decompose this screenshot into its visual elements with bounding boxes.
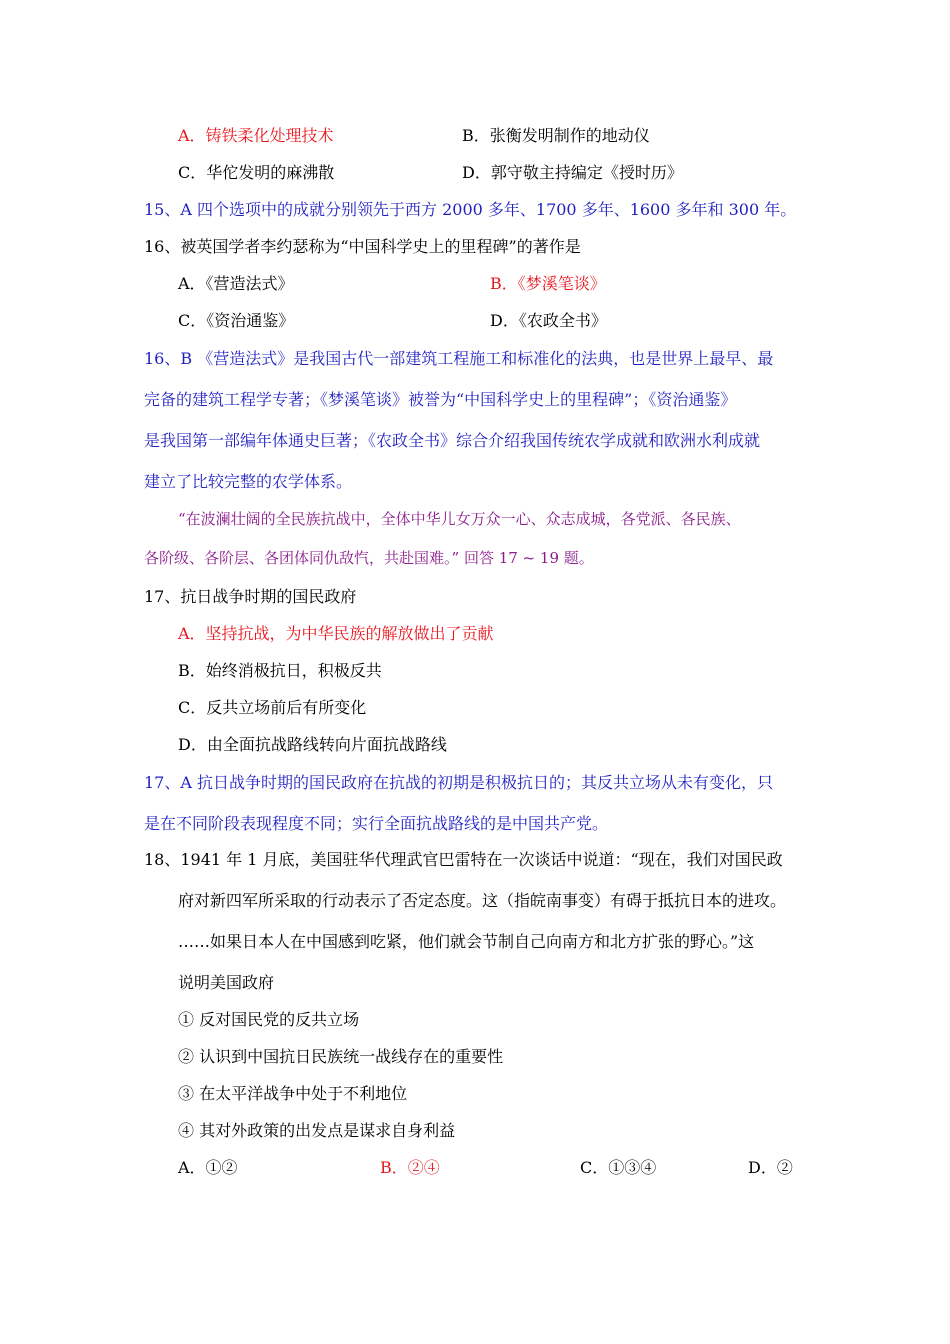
q14-option-a: A．铸铁柔化处理技术 [178,126,334,145]
q17-stem: 17、抗日战争时期的国民政府 [144,587,357,606]
q18-item: ③ 在太平洋战争中处于不利地位 [178,1084,408,1103]
q17-option-b: B．始终消极抗日，积极反共 [178,661,382,680]
q14-option-d: D．郭守敬主持编定《授时历》 [462,163,683,182]
q17-option-a: A．坚持抗战，为中华民族的解放做出了贡献 [178,624,494,643]
q18-stem-line: ……如果日本人在中国感到吃紧，他们就会节制自己向南方和北方扩张的野心。”这 [178,932,755,951]
q16-option-d: D．《农政全书》 [490,311,607,330]
q16-option-b: B．《梦溪笔谈》 [490,274,606,293]
q16-option-c: C．《资治通鉴》 [178,311,295,330]
answer-15-explanation: 15、A 四个选项中的成就分别领先于西方 2000 多年、1700 多年、1600 多年和 300 年。 [144,200,797,219]
q18-option-c: C．①③④ [580,1158,657,1177]
q17-option-c: C．反共立场前后有所变化 [178,698,367,717]
q18-item: ④ 其对外政策的出发点是谋求自身利益 [178,1121,456,1140]
q14-option-c: C．华佗发明的麻沸散 [178,163,335,182]
answer-16-line: 是我国第一部编年体通史巨著；《农政全书》综合介绍我国传统农学成就和欧洲水利成就 [144,431,761,450]
answer-17-line: 17、A 抗日战争时期的国民政府在抗战的初期是积极抗日的；其反共立场从未有变化，只 [144,773,774,792]
q18-option-d: D．② [748,1158,793,1177]
q18-stem-line: 说明美国政府 [178,973,275,992]
q18-option-b: B．②④ [380,1158,440,1177]
q18-option-a: A．①② [178,1158,238,1177]
answer-16-line: 完备的建筑工程学专著；《梦溪笔谈》被誉为“中国科学史上的里程碑”；《资治通鉴》 [144,390,737,409]
q17-option-d: D．由全面抗战路线转向片面抗战路线 [178,735,447,754]
q18-item: ① 反对国民党的反共立场 [178,1010,360,1029]
material-quote-line: “在波澜壮阔的全民族抗战中，全体中华儿女万众一心、众志成城，各党派、各民族、 [178,510,741,528]
q16-option-a: A．《营造法式》 [178,274,294,293]
q14-option-b: B．张衡发明制作的地动仪 [462,126,650,145]
q18-item: ② 认识到中国抗日民族统一战线存在的重要性 [178,1047,504,1066]
q16-stem: 16、被英国学者李约瑟称为“中国科学史上的里程碑”的著作是 [144,237,581,256]
q18-stem-line: 府对新四军所采取的行动表示了否定态度。这（指皖南事变）有碍于抵抗日本的进攻。 [178,891,787,910]
answer-16-line: 16、B 《营造法式》是我国古代一部建筑工程施工和标准化的法典，也是世界上最早、最 [144,349,774,368]
q18-stem-line: 18、1941 年 1 月底，美国驻华代理武官巴雷特在一次谈话中说道：“现在，我们对国民政 [144,850,783,869]
answer-16-line: 建立了比较完整的农学体系。 [144,472,353,491]
material-quote-line: 各阶级、各阶层、各团体同仇敌忾，共赴国难。” 回答 17 ~ 19 题。 [144,549,594,567]
answer-17-line: 是在不同阶段表现程度不同；实行全面抗战路线的是中国共产党。 [144,814,609,833]
